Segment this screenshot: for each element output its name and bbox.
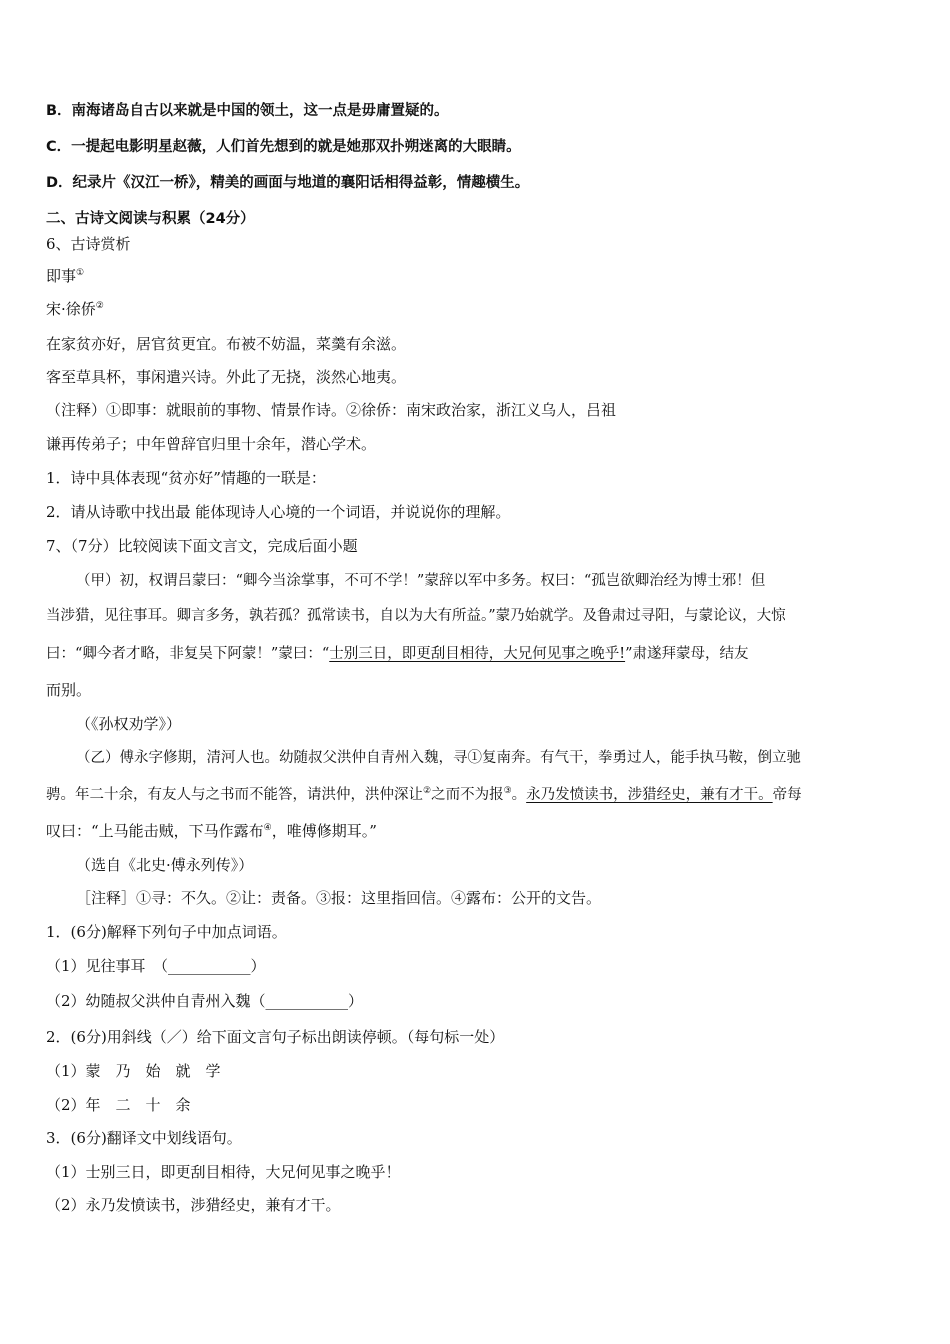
yi-text: 叹曰：“上马能击贼，下马作露布 [46, 822, 264, 840]
poem-author [46, 299, 104, 319]
item-label: （1） [46, 1062, 86, 1080]
poem-line: 在家贫亦好，居官贫更宜。布被不妨温，菜羹有余滋。 [46, 335, 407, 353]
passage-yi-notes: ［注释］①寻：不久。②让：责备。③报：这里指回信。④露布：公开的文告。 [76, 889, 602, 907]
poem-title [46, 266, 84, 286]
sub-question-1: 1．(6分)解释下列句子中加点词语。 [46, 923, 287, 941]
option-d: D．纪录片《汉江一桥》，精美的画面与地道的襄阳话相得益彰，情趣横生。 [46, 175, 530, 191]
passage-jia-line: （甲）初，权谓吕蒙曰：“卿今当涂掌事，不可不学！”蒙辞以军中多务。权曰：“孤岂欲卿治经为博士邪！但 [76, 573, 766, 589]
q7-title: 7、（7分）比较阅读下面文言文，完成后面小题 [46, 537, 358, 555]
section-title: 二、古诗文阅读与积累（24分） [46, 211, 255, 227]
yi-text: 之而不为报 [431, 787, 504, 803]
poem-line: 客至草具杯，事闲遣兴诗。外此了无挠，淡然心地夷。 [46, 368, 407, 386]
yi-text: 骋。年二十余，有友人与之书而不能答，请洪仲，洪仲深让 [46, 787, 423, 803]
passage-jia-line: 而别。 [46, 681, 92, 699]
sub-question-item [46, 1095, 206, 1115]
sub-question-item: （2）永乃发愤读书，涉猎经史，兼有才干。 [46, 1196, 341, 1214]
q6-title: 6、古诗赏析 [46, 235, 131, 253]
underlined-sentence: 士别三日，即更刮目相待，大兄何见事之晚乎! [329, 646, 626, 662]
yi-text: ，唯傅修期耳。” [271, 822, 377, 840]
sub-question-item: （1）见往事耳 （___________） [46, 957, 266, 975]
passage-yi-line [46, 785, 802, 805]
passage-yi-line [46, 821, 377, 841]
sub-question-item: （1）士别三日，即更刮目相待，大兄何见事之晚乎！ [46, 1163, 401, 1181]
sub-question-2: 2．(6分)用斜线（／）给下面文言句子标出朗读停顿。（每句标一处） [46, 1028, 505, 1046]
note-marker: ③ [503, 786, 512, 797]
sub-question-item: （2）幼随叔父洪仲自青州入魏（___________） [46, 992, 364, 1010]
underlined-sentence: 永乃发愤读书，涉猎经史，兼有才干。 [526, 787, 773, 803]
pause-sentence: 年二十余 [85, 1096, 206, 1114]
pause-sentence: 蒙乃始就学 [85, 1062, 236, 1080]
option-b: B．南海诸岛自古以来就是中国的领土，这一点是毋庸置疑的。 [46, 103, 449, 119]
yi-text: 帝每 [772, 787, 802, 803]
jia-text: ”肃遂拜蒙母，结友 [625, 646, 749, 662]
poem-annotation: （注释）①即事：就眼前的事物、情景作诗。②徐侨：南宋政治家，浙江义乌人，吕祖 [46, 401, 617, 419]
sub-question-3: 3．(6分)翻译文中划线语句。 [46, 1129, 242, 1147]
author-text: 宋·徐侨 [46, 300, 96, 318]
note-marker: ④ [263, 823, 272, 833]
item-label: （2） [46, 1096, 86, 1114]
passage-yi-line: （乙）傅永字修期，清河人也。幼随叔父洪仲自青州入魏，寻①复南奔。有气干，拳勇过人，能手执马鞍，倒立驰 [76, 750, 801, 766]
sub-question-item [46, 1061, 236, 1081]
poem-annotation: 谦再传弟子；中年曾辞官归里十余年，潜心学术。 [46, 435, 377, 453]
note-marker: ② [95, 301, 104, 311]
passage-jia-line: 当涉猎，见往事耳。卿言多务，孰若孤？孤常读书，自以为大有所益。”蒙乃始就学。及鲁肃过寻阳，与蒙论议，大惊 [46, 608, 786, 624]
passage-yi-source: （选自《北史·傅永列传》） [76, 856, 254, 874]
poem-title-text: 即事 [46, 267, 77, 285]
option-c: C．一提起电影明星赵薇，人们首先想到的就是她那双扑朔迷离的大眼睛。 [46, 139, 521, 155]
yi-text: 。 [511, 787, 527, 803]
note-marker: ② [423, 786, 432, 797]
passage-jia-source: （《孙权劝学》） [76, 715, 182, 733]
q6-question-1: 1．诗中具体表现“贫亦好”情趣的一联是： [46, 469, 326, 487]
q6-question-2: 2．请从诗歌中找出最 能体现诗人心境的一个词语，并说说你的理解。 [46, 503, 511, 521]
note-marker: ① [76, 268, 85, 278]
passage-jia-line [46, 644, 749, 664]
jia-text: 曰：“卿今者才略，非复吴下阿蒙！”蒙曰：“ [46, 646, 330, 662]
